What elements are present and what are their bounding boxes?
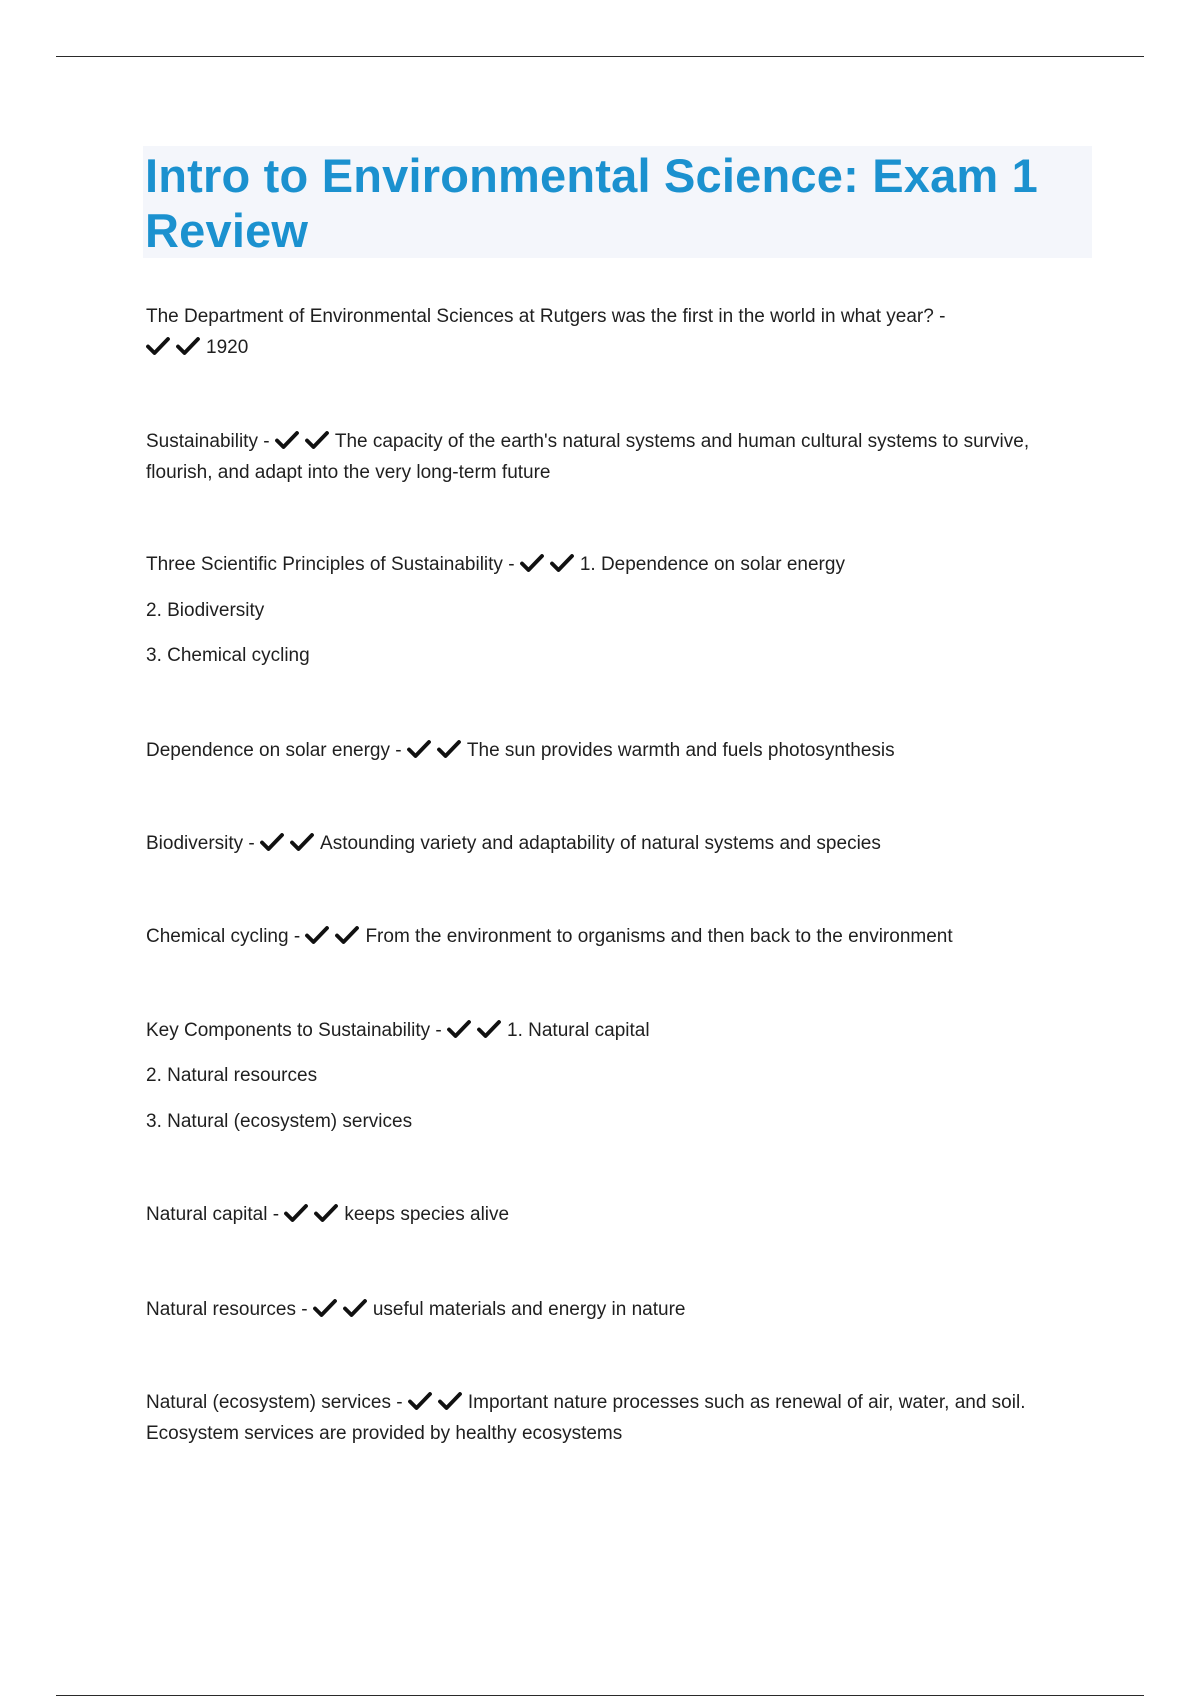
qa-entry-key-components [146,1015,1096,1046]
check-mark-icon [314,1203,338,1223]
check-mark-icon [313,1298,337,1318]
qa-line [146,1199,1096,1230]
list-item: 2. Natural resources [146,1065,318,1086]
answer-text: The sun provides warmth and fuels photosynthesis [466,740,895,761]
qa-entry-biodiversity [146,828,1096,859]
check-mark-icon [447,1019,471,1039]
answer-text: keeps species alive [344,1204,510,1225]
list-item: 3. Natural (ecosystem) services [146,1111,413,1132]
qa-line [146,1387,1096,1418]
check-mark-icon [335,925,359,945]
check-mark-icon [176,336,200,356]
qa-line [146,735,1096,766]
qa-entry-ecosystem-services [146,1387,1096,1449]
term-text: Natural resources - [146,1299,308,1320]
bottom-rule [56,1695,1144,1696]
answer-text: 1920 [206,337,249,358]
term-text: Sustainability - [146,431,270,452]
term-text: Three Scientific Principles of Sustainability - [146,554,515,575]
answer-line [146,332,1096,363]
qa-entry-rutgers-year [146,301,1096,363]
term-text: Key Components to Sustainability - [146,1020,442,1041]
answer-text: The capacity of the earth's natural systems and human cultural systems to survive, [334,431,1030,452]
qa-line [146,1015,1096,1046]
answer-text: Important nature processes such as renewal of air, water, and soil. [467,1392,1026,1413]
answer-text: 1. Dependence on solar energy [579,554,845,575]
list-item: 2. Biodiversity [146,600,265,621]
list-item: 3. Chemical cycling [146,645,310,666]
qa-line [146,1294,1096,1325]
check-mark-icon [520,553,544,573]
qa-entry-natural-resources [146,1294,1096,1325]
check-mark-icon [290,832,314,852]
title-banner [143,146,1092,258]
qa-line [146,828,1096,859]
check-mark-icon [260,832,284,852]
question-text: The Department of Environmental Sciences at Rutgers was the first in the world in what year? - [146,306,946,327]
check-mark-icon [146,336,170,356]
qa-line [146,549,1096,580]
qa-entry-natural-capital [146,1199,1096,1230]
check-mark-icon [275,430,299,450]
answer-continuation: flourish, and adapt into the very long-term future [146,462,551,483]
check-mark-icon [438,1391,462,1411]
check-mark-icon [407,739,431,759]
term-text: Natural capital - [146,1204,280,1225]
check-mark-icon [284,1203,308,1223]
document-title: Intro to Environmental Science: Exam 1 Review [145,149,1039,257]
answer-text: useful materials and energy in nature [372,1299,686,1320]
check-mark-icon [305,925,329,945]
qa-entry-three-principles [146,549,1096,580]
check-mark-icon [550,553,574,573]
qa-entry-sustainability [146,426,1096,488]
qa-line [146,921,1096,952]
qa-entry-solar-energy [146,735,1096,766]
term-text: Chemical cycling - [146,926,301,947]
check-mark-icon [437,739,461,759]
term-text: Dependence on solar energy - [146,740,402,761]
top-rule [56,56,1144,57]
answer-continuation: Ecosystem services are provided by healthy ecosystems [146,1423,623,1444]
qa-line [146,426,1096,457]
qa-entry-chemical-cycling [146,921,1096,952]
term-text: Biodiversity - [146,833,255,854]
check-mark-icon [408,1391,432,1411]
term-text: Natural (ecosystem) services - [146,1392,403,1413]
check-mark-icon [305,430,329,450]
answer-text: From the environment to organisms and then back to the environment [365,926,953,947]
answer-text: 1. Natural capital [507,1020,650,1041]
check-mark-icon [477,1019,501,1039]
answer-text: Astounding variety and adaptability of natural systems and species [320,833,881,854]
check-mark-icon [343,1298,367,1318]
